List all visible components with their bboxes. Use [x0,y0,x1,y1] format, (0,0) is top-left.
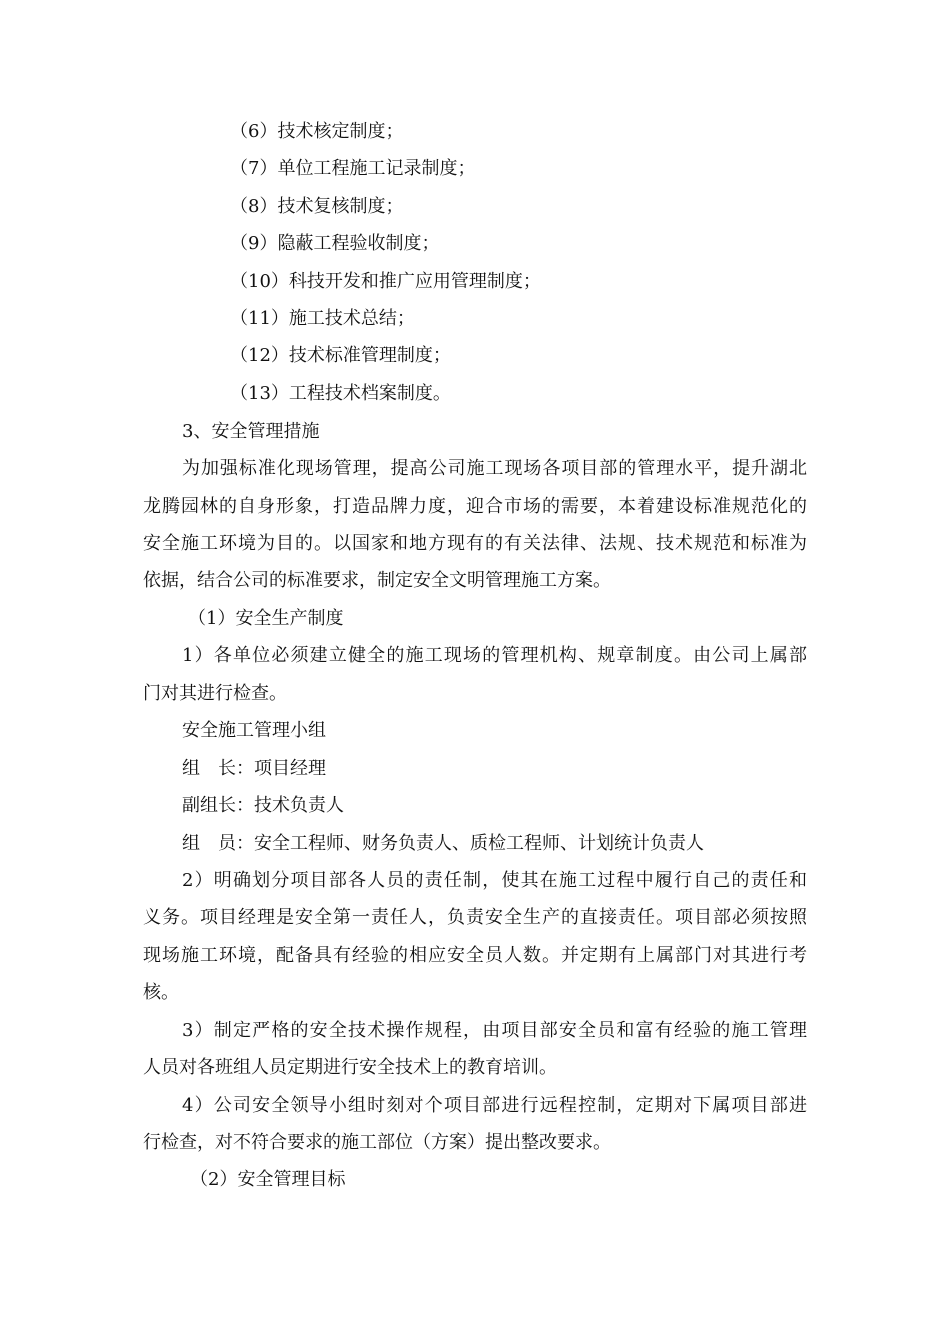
group-leader: 组 长：项目经理 [182,758,326,779]
subsection-heading: （1）安全生产制度 [188,608,344,629]
group-deputy: 副组长：技术负责人 [182,795,344,816]
paragraph-line: 现场施工环境，配备具有经验的相应安全员人数。并定期有上属部门对其进行考 [143,945,807,966]
paragraph-line: 安全施工环境为目的。以国家和地方现有的有关法律、法规、技术规范和标准为 [143,533,807,554]
paragraph-line: 4）公司安全领导小组时刻对个项目部进行远程控制，定期对下属项目部进 [182,1095,807,1116]
list-item: （6）技术核定制度； [230,121,404,142]
paragraph-line: 行检查，对不符合要求的施工部位（方案）提出整改要求。 [143,1132,611,1153]
paragraph-line: 2）明确划分项目部各人员的责任制，使其在施工过程中履行自己的责任和 [182,870,807,891]
list-item: （10）科技开发和推广应用管理制度； [230,271,541,292]
list-item: （13）工程技术档案制度。 [230,383,451,404]
paragraph-line: 3）制定严格的安全技术操作规程，由项目部安全员和富有经验的施工管理 [182,1020,807,1041]
list-item: （12）技术标准管理制度； [230,345,451,366]
paragraph-line: 人员对各班组人员定期进行安全技术上的教育培训。 [143,1057,557,1078]
paragraph-line: 为加强标准化现场管理，提高公司施工现场各项目部的管理水平，提升湖北 [182,458,807,479]
paragraph-line: 门对其进行检查。 [143,683,287,704]
paragraph-line: 龙腾园林的自身形象，打造品牌力度，迎合市场的需要，本着建设标准规范化的 [143,496,807,517]
paragraph-line: 义务。项目经理是安全第一责任人，负责安全生产的直接责任。项目部必须按照 [143,907,807,928]
list-item: （11）施工技术总结； [230,308,415,329]
section-heading: 3、安全管理措施 [182,421,320,442]
group-members: 组 员：安全工程师、财务负责人、质检工程师、计划统计负责人 [182,833,704,854]
paragraph-line: 核。 [143,982,179,1003]
group-title: 安全施工管理小组 [182,720,326,741]
paragraph-line: 依据，结合公司的标准要求，制定安全文明管理施工方案。 [143,570,611,591]
subsection-heading: （2）安全管理目标 [190,1169,346,1190]
paragraph-line: 1）各单位必须建立健全的施工现场的管理机构、规章制度。由公司上属部 [182,645,807,666]
list-item: （9）隐蔽工程验收制度； [230,233,440,254]
list-item: （8）技术复核制度； [230,196,404,217]
list-item: （7）单位工程施工记录制度； [230,158,476,179]
